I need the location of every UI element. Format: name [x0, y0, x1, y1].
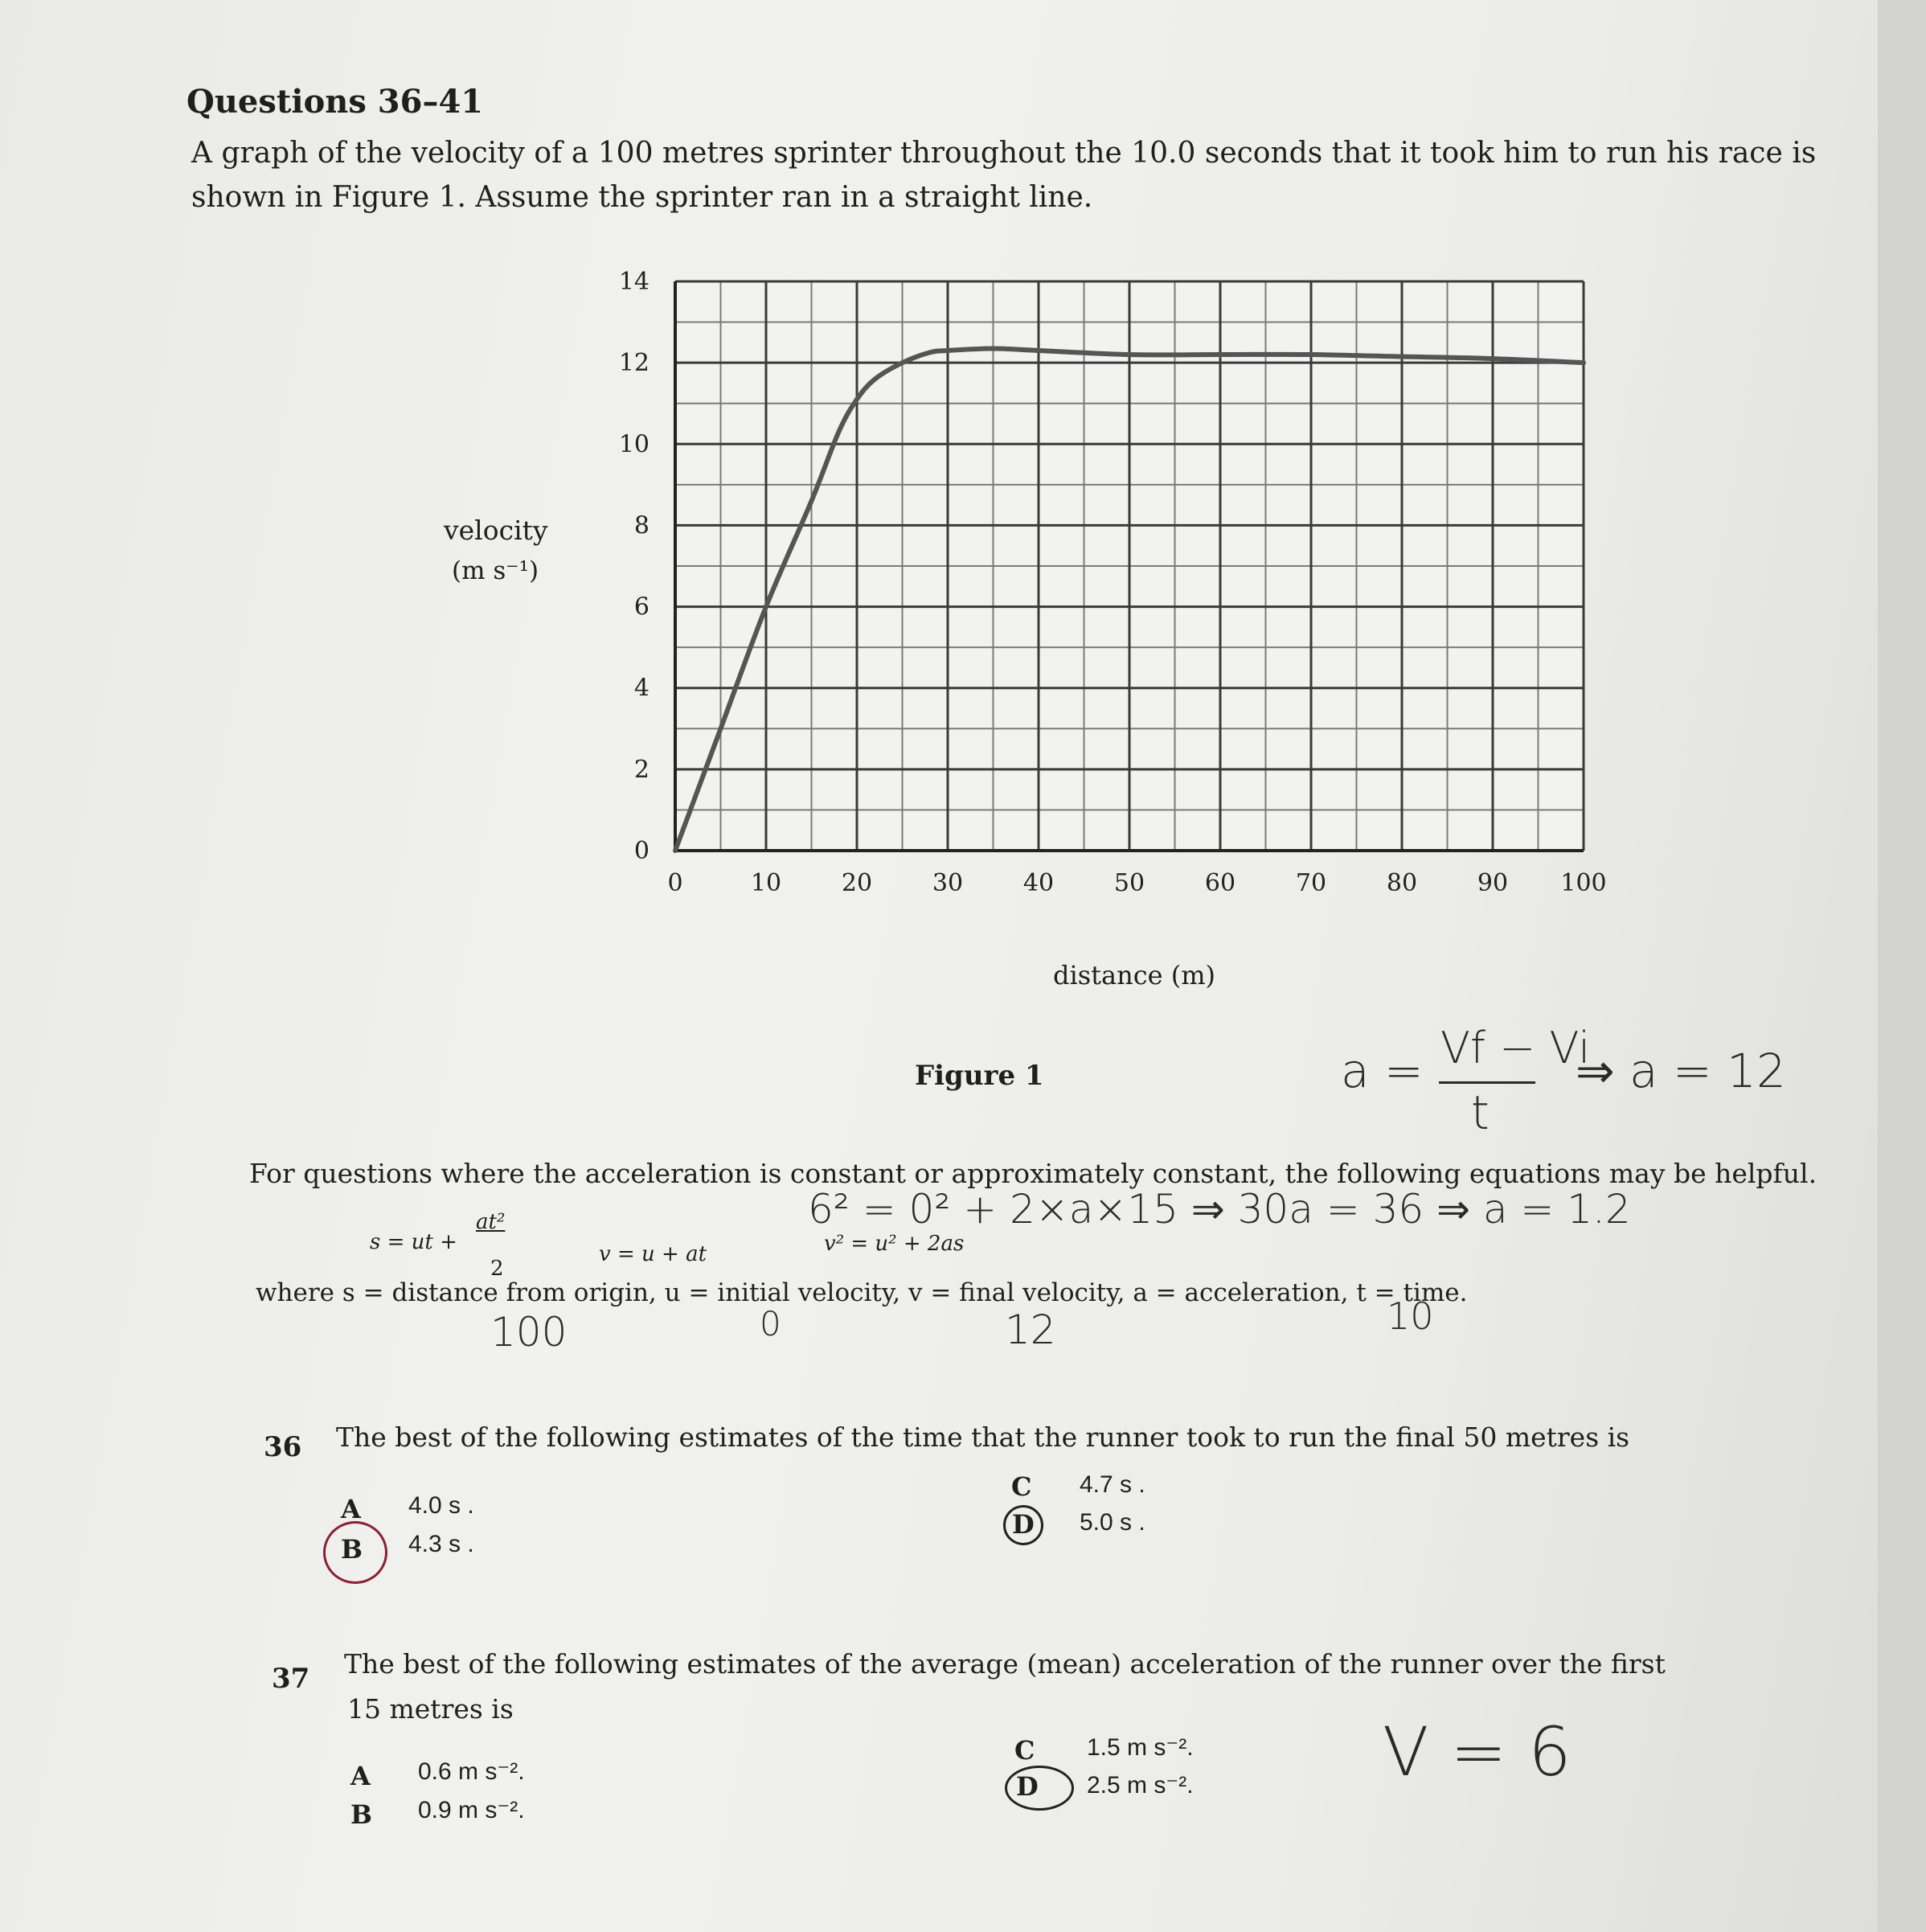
hand-v-note: V = 6: [1383, 1713, 1572, 1791]
q37-d-circle: [1005, 1766, 1074, 1811]
x-tick-label: 40: [1022, 869, 1055, 897]
q37-option-c-letter[interactable]: C: [1014, 1735, 1035, 1766]
q37-option-a-letter[interactable]: A: [350, 1761, 371, 1791]
y-tick-label: 14: [618, 268, 650, 296]
figure-caption: Figure 1: [915, 1060, 1044, 1092]
intro-line-1: A graph of the velocity of a 100 metres sprinter throughout the 10.0 seconds that it took him to run his race is: [191, 137, 1817, 170]
hand-formula-a: a =: [1341, 1044, 1424, 1098]
equation-2: v = u + at: [599, 1242, 707, 1266]
q37-option-c-text: 1.5 m s⁻².: [1087, 1734, 1194, 1761]
x-tick-label: 20: [841, 869, 873, 897]
x-axis-label: distance (m): [1053, 960, 1216, 991]
hand-working-line: 6² = 0² + 2×a×15 ⇒ 30a = 36 ⇒ a = 1.2: [808, 1186, 1631, 1233]
section-heading: Questions 36–41: [186, 83, 484, 121]
x-tick-label: 80: [1386, 869, 1418, 897]
y-tick-label: 0: [633, 837, 650, 865]
q37-option-d-letter[interactable]: D: [1016, 1771, 1039, 1802]
q36-option-d-letter[interactable]: D: [1012, 1509, 1035, 1540]
q37-option-b-letter[interactable]: B: [350, 1799, 373, 1830]
intro-line-2: shown in Figure 1. Assume the sprinter ran in a straight line.: [191, 181, 1093, 214]
q36-option-b-text: 4.3 s .: [408, 1531, 474, 1557]
x-tick-label: 0: [667, 869, 683, 897]
velocity-distance-chart: [402, 257, 1624, 1013]
y-tick-label: 12: [618, 349, 650, 378]
q36-option-c-letter[interactable]: C: [1011, 1471, 1032, 1502]
q37-number: 37: [272, 1663, 310, 1695]
q36-option-b-letter[interactable]: B: [341, 1534, 363, 1565]
q36-option-a-text: 4.0 s .: [408, 1492, 474, 1519]
hand-fraction-bar: [1439, 1081, 1535, 1084]
hand-result-1: ⇒ a = 12: [1576, 1044, 1786, 1098]
y-axis-unit: (m s⁻¹): [452, 556, 539, 585]
q37-text-line-1: The best of the following estimates of the average (mean) acceleration of the runner over the first: [344, 1648, 1666, 1680]
page-edge-shadow: [1878, 0, 1926, 1932]
q36-option-a-letter[interactable]: A: [341, 1494, 361, 1524]
x-tick-label: 50: [1113, 869, 1145, 897]
y-tick-label: 8: [633, 511, 650, 540]
hand-value-s: 100: [490, 1309, 568, 1356]
y-tick-label: 6: [633, 593, 650, 621]
x-tick-label: 10: [750, 869, 782, 897]
x-tick-label: 100: [1560, 869, 1607, 897]
hand-value-v: 12: [1005, 1306, 1056, 1353]
q36-text: The best of the following estimates of the time that the runner took to run the final 50 metres is: [336, 1421, 1630, 1453]
hand-formula-denominator: t: [1471, 1085, 1490, 1140]
equations-intro: For questions where the acceleration is constant or approximately constant, the following equations may be helpful.: [249, 1158, 1817, 1189]
q36-option-c-text: 4.7 s .: [1080, 1471, 1145, 1498]
equation-1-left: s = ut +: [370, 1230, 457, 1254]
q36-number: 36: [264, 1431, 302, 1463]
hand-value-t: 10: [1387, 1294, 1434, 1338]
y-tick-label: 10: [618, 430, 650, 459]
x-tick-label: 70: [1295, 869, 1327, 897]
q36-option-d-text: 5.0 s .: [1080, 1509, 1145, 1536]
x-tick-label: 60: [1204, 869, 1236, 897]
q37-option-d-text: 2.5 m s⁻².: [1087, 1772, 1194, 1799]
equation-1-denominator: 2: [490, 1257, 504, 1281]
hand-value-u: 0: [760, 1304, 781, 1343]
y-tick-label: 2: [633, 755, 650, 784]
y-tick-label: 4: [633, 674, 650, 703]
x-tick-label: 30: [932, 869, 964, 897]
equation-3: v² = u² + 2as: [824, 1232, 965, 1256]
q37-text-line-2: 15 metres is: [347, 1693, 514, 1725]
q37-option-b-text: 0.9 m s⁻².: [418, 1797, 525, 1823]
q37-option-a-text: 0.6 m s⁻².: [418, 1758, 525, 1785]
y-axis-label: velocity: [444, 515, 548, 546]
equation-1-numerator: at²: [476, 1210, 506, 1234]
variable-definitions: where s = distance from origin, u = initial velocity, v = final velocity, a = acceleration, t = time.: [256, 1278, 1468, 1307]
hand-formula-numerator: Vf − Vi: [1440, 1023, 1591, 1073]
x-tick-label: 90: [1477, 869, 1509, 897]
